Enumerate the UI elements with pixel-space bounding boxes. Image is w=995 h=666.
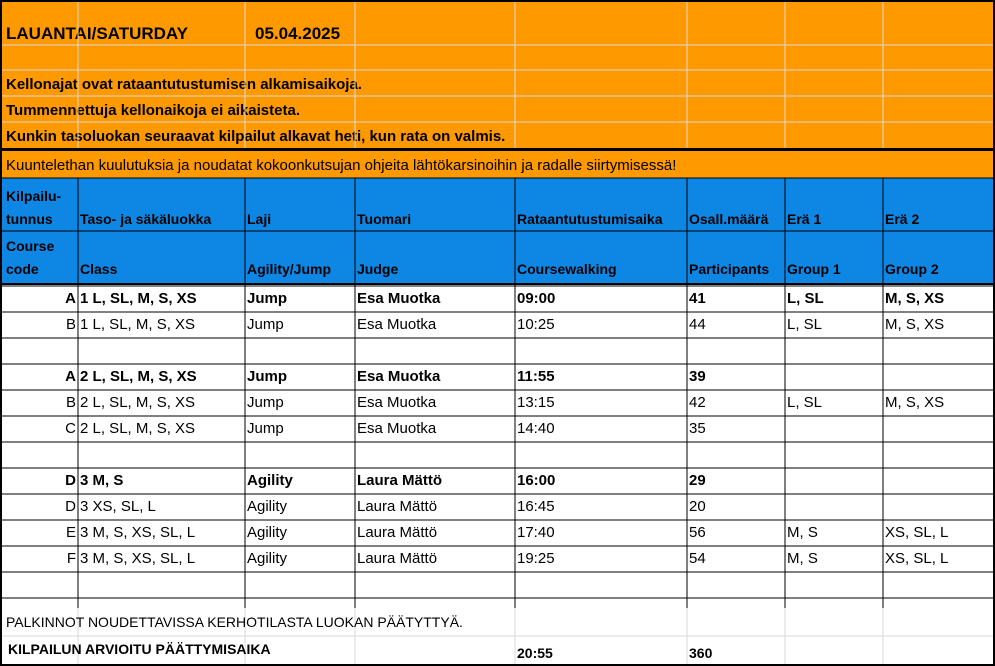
header-time-en: Coursewalking	[517, 261, 617, 277]
row-cell-judge: Laura Mättö	[357, 550, 438, 567]
notice-text: Kuuntelethan kuulutuksia ja noudatat kokoonkutsujan ohjeita lähtökarsinoihin ja radalle siirtymisessä!	[6, 157, 677, 174]
row-cell-type: Jump	[247, 316, 284, 333]
row-cell-g1: M, S	[787, 550, 818, 567]
row-cell-judge: Esa Muotka	[357, 316, 437, 333]
row-cell-code: B	[65, 394, 76, 411]
row-cell-n: 56	[689, 524, 706, 541]
row-cell-n: 20	[689, 498, 706, 515]
header-participants-en: Participants	[689, 261, 770, 277]
row-cell-n: 41	[689, 290, 706, 307]
header-course-line2: code	[6, 261, 39, 277]
row-cell-time: 16:45	[517, 498, 555, 515]
row-cell-cls: 3 M, S, XS, SL, L	[80, 550, 196, 567]
row-cell-cls: 2 L, SL, M, S, XS	[80, 420, 196, 437]
row-cell-cls: 3 XS, SL, L	[80, 498, 156, 515]
header-class-en: Class	[80, 261, 118, 277]
header-time: Rataantutustumisaika	[517, 211, 663, 227]
row-cell-type: Agility	[247, 550, 288, 567]
note-3: Kunkin tasoluokan seuraavat kilpailut alkavat heti, kun rata on valmis.	[6, 128, 506, 145]
day-title: LAUANTAI/SATURDAY	[6, 24, 188, 43]
row-cell-cls: 1 L, SL, M, S, XS	[80, 290, 197, 307]
row-cell-judge: Esa Muotka	[357, 368, 441, 385]
row-cell-time: 16:00	[517, 472, 556, 489]
end-time-label: KILPAILUN ARVIOITU PÄÄTTYMISAIKA	[8, 641, 271, 657]
header-course-line1: Course	[6, 238, 55, 254]
header-code-line1: Kilpailu-	[6, 188, 62, 204]
row-cell-type: Agility	[247, 524, 288, 541]
row-cell-type: Jump	[247, 394, 284, 411]
row-cell-cls: 3 M, S, XS, SL, L	[80, 524, 196, 541]
row-cell-judge: Esa Muotka	[357, 420, 437, 437]
row-cell-g2: M, S, XS	[885, 316, 945, 333]
row-cell-g2: XS, SL, L	[885, 550, 949, 567]
header-participants: Osall.määrä	[689, 211, 769, 227]
row-cell-n: 44	[689, 316, 706, 333]
row-cell-cls: 2 L, SL, M, S, XS	[80, 368, 197, 385]
note-2: Tummennettuja kellonaikoja ei aikaisteta.	[6, 102, 300, 119]
header-type-en: Agility/Jump	[247, 261, 332, 277]
row-cell-type: Agility	[247, 498, 288, 515]
header-group2-en: Group 2	[885, 261, 939, 277]
row-cell-code: D	[65, 472, 76, 489]
row-cell-g2: M, S, XS	[885, 290, 945, 307]
row-cell-time: 14:40	[517, 420, 555, 437]
row-cell-cls: 1 L, SL, M, S, XS	[80, 316, 196, 333]
header-judge: Tuomari	[357, 211, 412, 227]
header-judge-en: Judge	[357, 261, 399, 277]
row-cell-code: D	[65, 498, 76, 515]
row-cell-time: 10:25	[517, 316, 555, 333]
row-cell-time: 19:25	[517, 550, 555, 567]
row-cell-g1: L, SL	[787, 290, 824, 307]
row-cell-cls: 3 M, S	[80, 472, 124, 489]
date-title: 05.04.2025	[255, 24, 341, 43]
row-cell-n: 29	[689, 472, 706, 489]
row-cell-code: A	[65, 290, 76, 307]
row-cell-code: B	[65, 316, 76, 333]
row-cell-code: E	[65, 524, 76, 541]
row-cell-time: 09:00	[517, 290, 556, 307]
row-cell-g1: M, S	[787, 524, 818, 541]
row-cell-time: 11:55	[517, 368, 555, 385]
row-cell-n: 35	[689, 420, 706, 437]
row-cell-code: F	[66, 550, 76, 567]
row-cell-time: 17:40	[517, 524, 555, 541]
header-code-line2: tunnus	[6, 211, 53, 227]
row-cell-judge: Laura Mättö	[357, 472, 443, 489]
end-time-value: 20:55	[517, 645, 553, 661]
header-type: Laji	[247, 211, 272, 227]
row-cell-n: 39	[689, 368, 706, 385]
note-1: Kellonajat ovat rataantutustumisen alkamisaikoja.	[6, 76, 362, 93]
header-group1: Erä 1	[787, 211, 822, 227]
row-cell-type: Jump	[247, 290, 288, 307]
row-cell-n: 54	[689, 550, 706, 567]
row-cell-cls: 2 L, SL, M, S, XS	[80, 394, 196, 411]
header-class: Taso- ja säkäluokka	[80, 211, 212, 227]
row-cell-judge: Esa Muotka	[357, 394, 437, 411]
row-cell-time: 13:15	[517, 394, 555, 411]
row-cell-judge: Laura Mättö	[357, 498, 438, 515]
row-cell-type: Agility	[247, 472, 293, 489]
row-cell-g1: L, SL	[787, 394, 823, 411]
end-total-participants: 360	[689, 645, 713, 661]
row-cell-judge: Laura Mättö	[357, 524, 438, 541]
row-cell-judge: Esa Muotka	[357, 290, 441, 307]
row-cell-code: C	[65, 420, 76, 437]
row-cell-type: Jump	[247, 420, 284, 437]
row-cell-n: 42	[689, 394, 706, 411]
row-cell-g2: M, S, XS	[885, 394, 945, 411]
row-cell-g1: L, SL	[787, 316, 823, 333]
row-cell-type: Jump	[247, 368, 288, 385]
header-group2: Erä 2	[885, 211, 920, 227]
prizes-note: PALKINNOT NOUDETTAVISSA KERHOTILASTA LUOKAN PÄÄTYTTYÄ.	[6, 614, 463, 630]
row-cell-g2: XS, SL, L	[885, 524, 949, 541]
row-cell-code: A	[65, 368, 76, 385]
header-group1-en: Group 1	[787, 261, 841, 277]
